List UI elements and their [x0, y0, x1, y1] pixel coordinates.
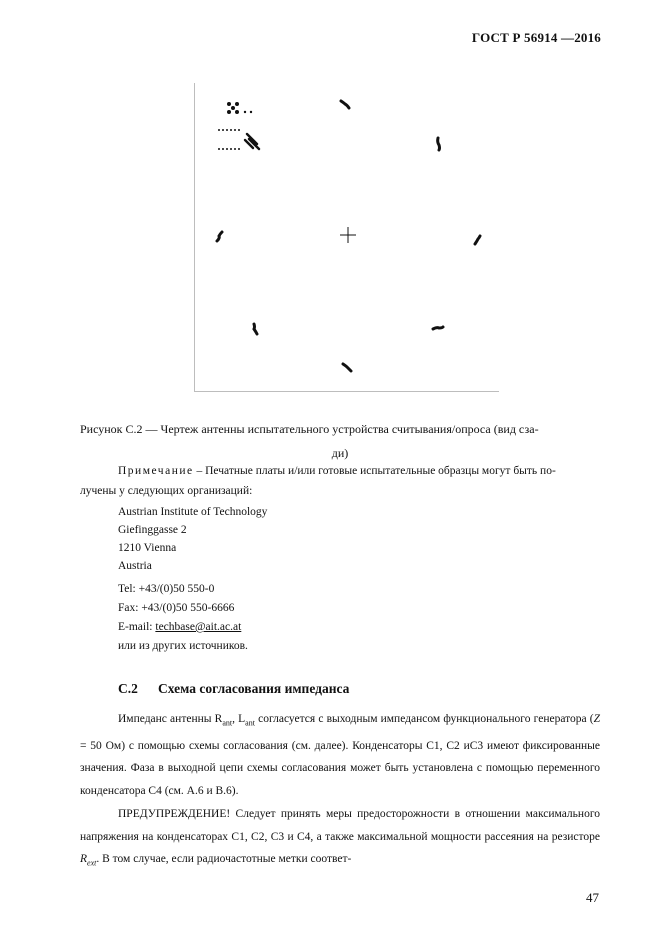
paragraph-text: , L: [232, 713, 246, 725]
address-line: Austria: [118, 560, 152, 572]
paragraph-text: согласуется с выходным импедансом функционального генератора (: [254, 713, 594, 725]
antenna-segment: [254, 324, 257, 334]
paragraph-text: . В том случае, если радиочастотные метки соответ-: [96, 853, 352, 866]
marking-dot: [227, 110, 231, 114]
impedance-symbol: Z: [593, 713, 601, 725]
paragraph-text: ПРЕДУПРЕЖДЕНИЕ! Следует принять меры предосторожности в отношении максимального напряжения на конденсаторах C1, C2, C3 и C4, а также максимальной мощности рассеяния на резисторе: [80, 808, 600, 843]
fax: Fax: +43/(0)50 550-6666: [118, 602, 235, 614]
note-text: лучены у следующих организаций:: [80, 485, 253, 497]
antenna-segment: [475, 236, 480, 244]
center-crosshair: [340, 227, 356, 243]
email-link[interactable]: techbase@ait.ac.at: [155, 621, 242, 633]
antenna-segment: [343, 364, 351, 371]
marking-dot: [235, 102, 239, 106]
antenna-drawing: [195, 83, 499, 391]
telephone: Tel: +43/(0)50 550-0: [118, 583, 215, 595]
antenna-segment: [217, 232, 222, 241]
subscript: ant: [222, 718, 233, 728]
note-dash: –: [193, 465, 206, 477]
body-paragraph: [80, 708, 600, 802]
antenna-segment: [341, 101, 349, 108]
dotted-marking-rows: [218, 129, 240, 150]
marking-dot: [231, 106, 235, 110]
marking-dot: [235, 110, 239, 114]
address-line: Giefinggasse 2: [118, 524, 187, 536]
section-body: [80, 708, 600, 875]
figure-caption: [80, 417, 600, 465]
document-header: ГОСТ Р 56914 —2016: [471, 30, 601, 45]
figure-caption-line: Рисунок С.2 — Чертеж антенны испытательного устройства считывания/опроса (вид сза-: [80, 422, 539, 436]
note-label: Примечание: [118, 465, 194, 477]
paragraph-text: = 50 Ом) с помощью схемы согласования (см. далее). Конденсаторы C1, C2 иC3 имеют фиксированные значения. Фаза в выходной цепи схемы согласования может быть установлена с помощью переменного конденсатора C4 (см. А.6 и В.6).: [80, 739, 600, 797]
antenna-segment: [438, 138, 440, 150]
marking-dot: [250, 111, 252, 113]
organization-address: [118, 503, 267, 575]
hatch-marking: [245, 134, 259, 149]
subscript: ant: [245, 718, 255, 728]
note-paragraph: [80, 461, 600, 501]
page-number: 47: [586, 890, 599, 905]
organization-contacts: [118, 580, 241, 637]
marking-dot: [227, 102, 231, 106]
other-sources-text: или из других источников.: [118, 640, 248, 652]
note-text: Печатные платы и/или готовые испытательные образцы могут быть по-: [205, 465, 556, 477]
figure-caption-line: ди): [331, 446, 349, 460]
resistor-symbol: $R_{ext}$: [80, 853, 97, 868]
marking-dot: [244, 111, 246, 113]
address-line: Austrian Institute of Technology: [118, 506, 268, 518]
section-heading: [118, 681, 349, 697]
address-line: 1210 Vienna: [118, 542, 177, 554]
body-paragraph: [80, 803, 600, 875]
antenna-segment: [433, 327, 443, 329]
paragraph-text: Импеданс антенны R: [118, 713, 223, 725]
email-line: [118, 618, 241, 637]
antenna-drawing-figure: [194, 83, 499, 392]
email-label: E-mail:: [118, 621, 156, 633]
section-number: C.2: [118, 681, 138, 696]
section-title: Схема согласования импеданса: [158, 681, 350, 696]
